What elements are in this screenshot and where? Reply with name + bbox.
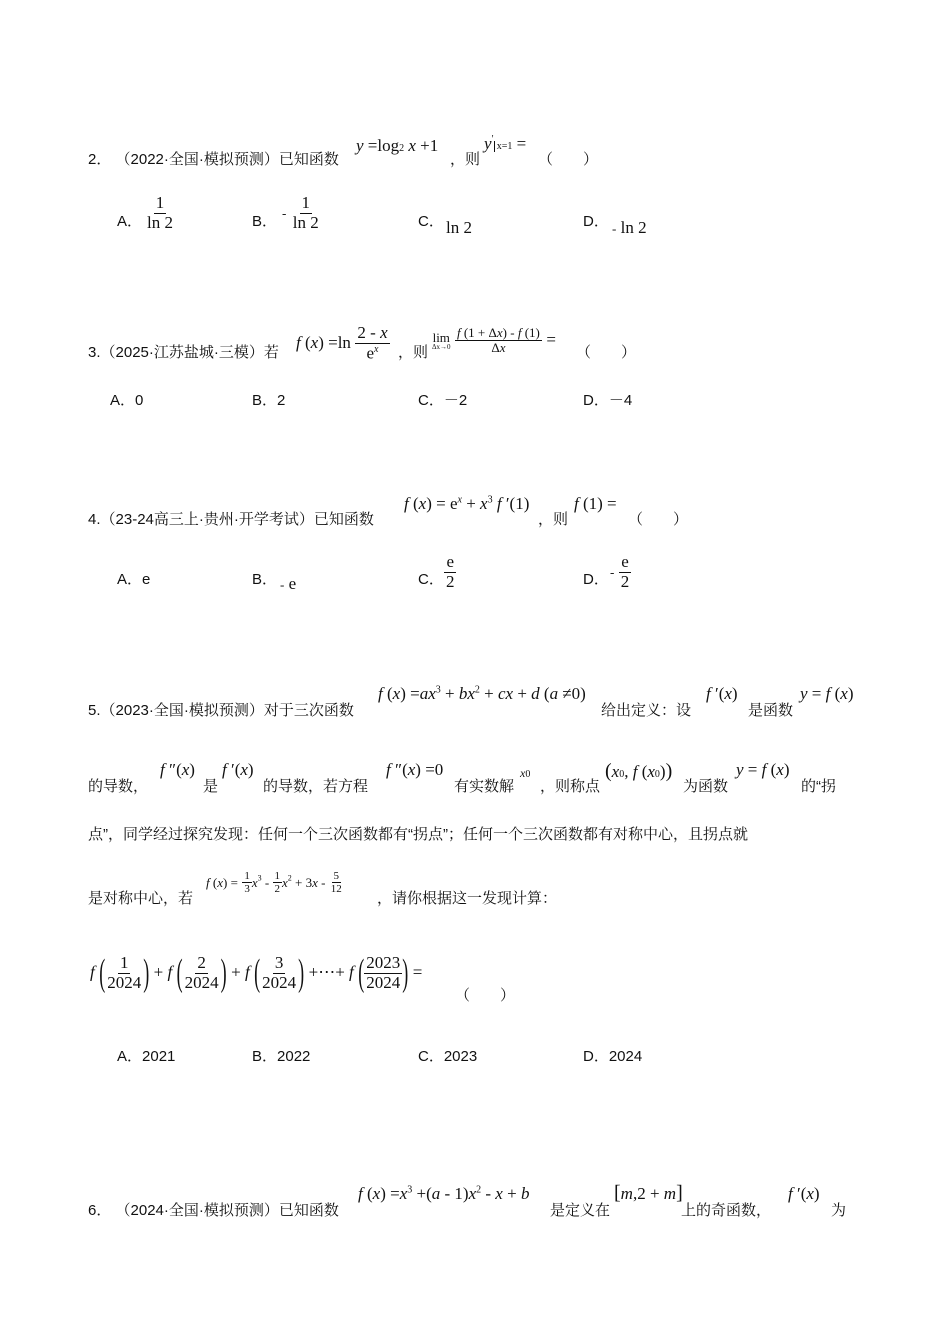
- question-2-formula: y =log2 x +1: [356, 136, 439, 155]
- sum-expression: f ( $\frac{1}{2024}$ ) + f ( $\frac{2}{2024}$ ) + f ( $\frac{3}{2024}$ ) +⋯+ f ( $\frac{2023}{2024}$ ) =: [90, 951, 423, 994]
- option-label: C．: [418, 392, 444, 409]
- option-d[interactable]: [583, 1045, 642, 1066]
- stem-text: ，则: [398, 344, 429, 361]
- option-value: 2024: [608, 1048, 643, 1065]
- question-source: （2023·全国·模拟预测）: [100, 702, 264, 719]
- sum-term-num: 1: [119, 953, 129, 972]
- option-b[interactable]: [252, 389, 285, 410]
- stem-text: 点”，同学经过探究发现：任何一个三次函数都有“拐点”；任何一个三次函数都有对称中心，且拐点就: [88, 826, 748, 843]
- question-source: （2025·江苏盐城·三模）: [100, 344, 264, 361]
- option-label: D．: [583, 392, 609, 409]
- answer-blank: （ ）: [576, 344, 637, 361]
- stem-text: 的导数，: [88, 778, 149, 795]
- option-a-value: $\frac{1}{\ln 2}$: [147, 193, 173, 232]
- option-b[interactable]: B．: [252, 213, 278, 230]
- stem-text: 已知函数: [313, 511, 374, 528]
- option-b-value: - e: [280, 574, 297, 593]
- option-c[interactable]: [418, 1045, 477, 1066]
- stem-text: 给出定义：设: [601, 702, 692, 719]
- option-c-value: $\frac{e}{2}$: [446, 552, 455, 591]
- stem-text: 是: [203, 778, 219, 795]
- equation: f ″(x) =0: [386, 760, 444, 779]
- question-source: （2022·全国·模拟预测）: [115, 151, 279, 168]
- stem-text: 是函数: [748, 702, 794, 719]
- sum-term-den: 2024: [262, 972, 297, 992]
- question-number: 2．: [88, 151, 112, 168]
- stem-text: 的“拐: [801, 778, 836, 795]
- sum-term-num: 3: [274, 953, 284, 972]
- stem-text: 已知函数: [278, 1202, 339, 1219]
- option-d[interactable]: [583, 389, 632, 410]
- question-source: （2024·全国·模拟预测）: [115, 1202, 279, 1219]
- question-2-derivative: y′x=1 =: [484, 134, 527, 153]
- option-value: 0: [135, 392, 144, 409]
- answer-blank: （ ）: [628, 511, 689, 528]
- stem-text: ，请你根据这一发现计算：: [377, 890, 558, 907]
- fprime-x: f ′(x): [788, 1184, 820, 1203]
- answer-blank: （ ）: [455, 987, 516, 1004]
- option-a[interactable]: [117, 1045, 175, 1066]
- question-6-stem: [88, 1199, 339, 1220]
- question-number: 5.: [88, 702, 101, 719]
- option-value: 2022: [277, 1048, 311, 1065]
- stem-text: 的导数，若方程: [263, 778, 369, 795]
- option-a[interactable]: A．: [117, 213, 143, 230]
- question-number: 4.: [88, 511, 101, 528]
- option-label: B．: [252, 1048, 278, 1065]
- stem-text: ，则称点: [540, 778, 601, 795]
- stem-text: 是对称中心，若: [88, 890, 194, 907]
- question-5-formula: f $(x) =ax^3 + bx^2$ + cx + d (a ≠0): [378, 684, 586, 703]
- option-c[interactable]: [418, 389, 467, 410]
- sum-term-num: 2023: [366, 953, 401, 972]
- option-label: D．: [583, 1048, 609, 1065]
- sum-term-den: 2024: [184, 972, 219, 992]
- stem-text: 为: [831, 1202, 847, 1219]
- option-c[interactable]: C．: [418, 213, 444, 230]
- option-value: 2021: [142, 1048, 176, 1065]
- option-c[interactable]: C．: [418, 571, 444, 588]
- question-4-stem: [88, 508, 374, 529]
- question-3-formula: f (x) =ln $\frac{2 - x}{e^x}$: [296, 323, 388, 363]
- option-value: 2023: [443, 1048, 478, 1065]
- question-number: 3.: [88, 344, 101, 361]
- option-label: C．: [418, 1048, 444, 1065]
- option-a[interactable]: [110, 389, 143, 410]
- stem-text: 是定义在: [550, 1202, 611, 1219]
- option-b-value: - $\frac{1}{\ln 2}$: [282, 193, 319, 232]
- option-d[interactable]: D．: [583, 571, 609, 588]
- sum-term-den: 2024: [107, 972, 142, 992]
- question-4-formula: f $(x) = e^x + x^3$ f ′(1): [404, 494, 530, 513]
- option-d[interactable]: D．: [583, 213, 609, 230]
- option-d-value: - $\frac{e}{2}$: [610, 552, 630, 591]
- stem-text: 上的奇函数，: [681, 1202, 772, 1219]
- answer-blank: （ ）: [538, 151, 599, 168]
- stem-text: ，则: [450, 151, 481, 168]
- question-source: （23-24高三上·贵州·开学考试）: [100, 511, 314, 528]
- option-label: A．: [110, 392, 136, 409]
- question-number: 6．: [88, 1202, 112, 1219]
- sum-term-den: 2024: [366, 972, 401, 992]
- stem-text: 已知函数: [278, 151, 339, 168]
- question-3-limit: lim Δx→0 $\frac{f (1 + \Delta x) - f (1)}{\Delta x}$ =: [432, 325, 556, 356]
- option-a[interactable]: [117, 568, 150, 589]
- option-label: A．: [117, 1048, 143, 1065]
- fprime-x: f ′(x): [706, 684, 738, 703]
- y-eq-fx: y = f (x): [736, 760, 790, 779]
- option-label: B．: [252, 392, 278, 409]
- question-4-target: f (1) =: [574, 494, 617, 513]
- option-d-value: - ln 2: [612, 218, 647, 237]
- fprime-x: f ′(x): [222, 760, 254, 779]
- x0: x0: [520, 766, 531, 780]
- question-5-fx: f (x) = $\frac{1}{3}$ $x^3$ - $\frac{1}{2}$ $x^2 + 3x$ - $\frac{5}{12}$: [206, 870, 342, 896]
- stem-text: 有实数解: [454, 778, 515, 795]
- option-label: A．: [117, 571, 143, 588]
- sum-term-num: 2: [197, 953, 206, 972]
- question-3-stem: [88, 341, 279, 362]
- stem-text: ，则: [538, 511, 569, 528]
- interval: [m,2 + m]: [614, 1182, 683, 1204]
- fdoubleprime-x: f ″(x): [160, 760, 195, 779]
- option-b[interactable]: [252, 1045, 310, 1066]
- stem-text: 对于三次函数: [263, 702, 354, 719]
- option-value: －2: [443, 392, 468, 409]
- option-b[interactable]: B．: [252, 571, 278, 588]
- question-2-stem: [88, 148, 339, 169]
- question-6-formula: f $(x) =x^3 +(a - 1)x^2 - x + b$: [358, 1184, 530, 1203]
- question-5-stem: [88, 699, 354, 720]
- y-eq-fx: y = f (x): [800, 684, 854, 703]
- stem-text: 为函数: [683, 778, 729, 795]
- stem-text: 若: [263, 344, 279, 361]
- option-value: e: [142, 571, 151, 588]
- point: (x0, f (x0)): [605, 760, 673, 782]
- option-value: －4: [608, 392, 633, 409]
- option-c-value: ln 2: [446, 218, 472, 237]
- option-value: 2: [277, 392, 286, 409]
